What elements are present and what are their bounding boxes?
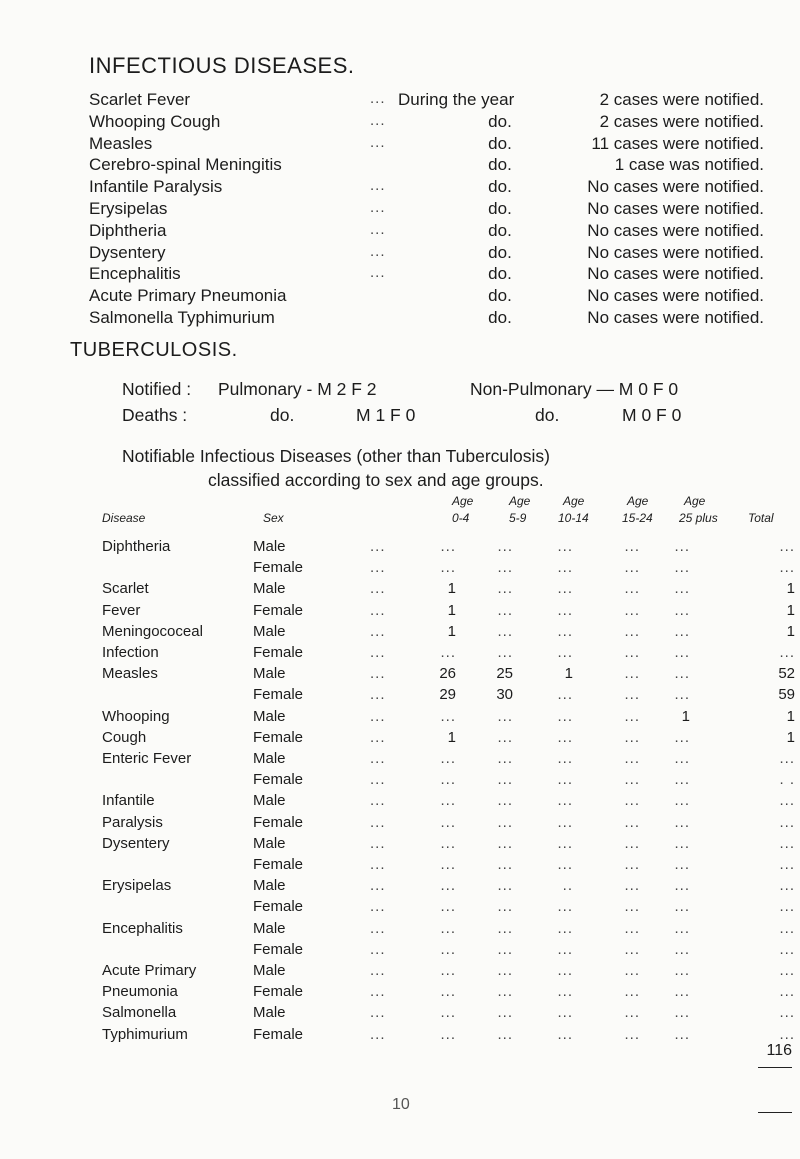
row-age-cell: ... bbox=[440, 856, 456, 873]
row-disease: Dysentery bbox=[102, 834, 170, 852]
row-age-cell: ... bbox=[674, 983, 690, 1001]
row-age-cell: ... bbox=[674, 898, 690, 916]
leader-dots: ... bbox=[370, 686, 386, 704]
row-sex: Female bbox=[253, 1025, 304, 1043]
row-sex: Female bbox=[253, 686, 304, 704]
row-age-cell: ... bbox=[557, 834, 573, 852]
row-age-cell: ... bbox=[557, 750, 573, 767]
row-age-cell: ... bbox=[497, 728, 513, 746]
row-total-cell: ... bbox=[779, 750, 795, 767]
row-age-cell: ... bbox=[497, 771, 513, 789]
row-disease: Infection bbox=[102, 644, 159, 661]
row-total-cell: 52 bbox=[778, 665, 795, 683]
row-age-cell: ... bbox=[557, 771, 573, 789]
row-age-cell: ... bbox=[674, 962, 690, 979]
notification-result: 2 cases were notified. bbox=[599, 90, 764, 109]
row-age-cell: ... bbox=[440, 750, 456, 767]
row-age-cell: ... bbox=[497, 983, 513, 1001]
row-age-cell: 25 bbox=[496, 665, 513, 683]
leader-dots: ... bbox=[370, 177, 386, 195]
notification-disease: Infantile Paralysis bbox=[89, 177, 223, 197]
row-age-cell: ... bbox=[497, 792, 513, 810]
row-age-cell: ... bbox=[557, 728, 573, 746]
row-disease: Typhimurium bbox=[102, 1025, 188, 1043]
leader-dots: ... bbox=[370, 199, 386, 216]
row-total-cell: ... bbox=[779, 877, 795, 895]
notification-result: 2 cases were notified. bbox=[599, 111, 764, 131]
row-disease: Scarlet bbox=[102, 580, 149, 598]
row-age-cell: ... bbox=[674, 601, 690, 619]
notification-result: No cases were notified. bbox=[587, 177, 764, 197]
row-sex: Female bbox=[253, 728, 304, 746]
row-age-cell: ... bbox=[497, 856, 513, 873]
row-age-cell: ... bbox=[497, 940, 513, 958]
leader-dots: ... bbox=[370, 90, 386, 107]
row-age-cell: ... bbox=[497, 1025, 513, 1043]
row-age-cell: ... bbox=[497, 962, 513, 979]
row-age-cell: ... bbox=[440, 538, 456, 555]
row-sex: Male bbox=[253, 1004, 286, 1022]
row-age-cell: ... bbox=[624, 898, 640, 916]
row-age-cell: ... bbox=[624, 1004, 640, 1022]
row-age-cell: ... bbox=[624, 665, 640, 683]
row-age-cell: ... bbox=[674, 1004, 690, 1022]
row-age-cell: ... bbox=[440, 1025, 456, 1043]
leader-dots: ... bbox=[370, 771, 386, 789]
row-age-cell: ... bbox=[497, 877, 513, 895]
row-age-cell: ... bbox=[624, 919, 640, 937]
row-disease: Paralysis bbox=[102, 813, 163, 831]
total-rule bbox=[758, 1067, 792, 1068]
row-age-cell: ... bbox=[557, 940, 573, 958]
row-sex: Male bbox=[253, 834, 286, 852]
tb-deaths-pulmonary: M 1 F 0 bbox=[356, 405, 416, 425]
row-age-cell: ... bbox=[674, 1025, 690, 1043]
notification-disease: Dysentery bbox=[89, 242, 166, 262]
row-age-cell: ... bbox=[624, 707, 640, 725]
row-total-cell: ... bbox=[779, 813, 795, 831]
leader-dots: ... bbox=[370, 242, 386, 260]
col-header-sex: Sex bbox=[263, 511, 284, 525]
row-age-cell: ... bbox=[674, 686, 690, 704]
row-age-cell: ... bbox=[624, 728, 640, 746]
row-age-cell: 26 bbox=[439, 665, 456, 683]
row-sex: Female bbox=[253, 813, 304, 831]
row-age-cell: ... bbox=[440, 1004, 456, 1022]
tb-deaths-do-2: do. bbox=[535, 405, 560, 425]
row-age-cell: 1 bbox=[564, 665, 573, 683]
row-age-cell: ... bbox=[674, 771, 690, 789]
row-total-cell: ... bbox=[779, 962, 795, 979]
col-header-age-label: Age bbox=[563, 494, 585, 508]
leader-dots: ... bbox=[370, 834, 386, 852]
row-age-cell: ... bbox=[624, 940, 640, 958]
tb-notified-label: Notified : bbox=[122, 379, 192, 399]
row-disease: Fever bbox=[102, 601, 141, 619]
row-total-cell: 1 bbox=[786, 601, 795, 619]
row-age-cell: ... bbox=[624, 644, 640, 661]
row-sex: Female bbox=[253, 644, 304, 661]
row-age-cell: ... bbox=[440, 919, 456, 937]
row-age-cell: ... bbox=[674, 538, 690, 555]
row-age-cell: ... bbox=[497, 898, 513, 916]
row-sex: Female bbox=[253, 856, 304, 873]
row-age-cell: ... bbox=[624, 771, 640, 789]
leader-dots: ... bbox=[370, 264, 386, 282]
row-age-cell: ... bbox=[557, 792, 573, 810]
notification-disease: Salmonella Typhimurium bbox=[89, 308, 275, 327]
row-disease: Cough bbox=[102, 728, 147, 746]
leader-dots: ... bbox=[370, 622, 386, 640]
row-age-cell: ... bbox=[440, 813, 456, 831]
row-sex: Male bbox=[253, 707, 286, 725]
row-sex: Male bbox=[253, 877, 286, 895]
row-total-cell: ... bbox=[779, 898, 795, 916]
row-age-cell: ... bbox=[557, 707, 573, 725]
leader-dots: ... bbox=[370, 559, 386, 577]
row-age-cell: ... bbox=[674, 580, 690, 598]
row-age-cell: ... bbox=[497, 1004, 513, 1022]
notification-disease: Diphtheria bbox=[89, 220, 167, 240]
row-disease: Acute Primary bbox=[102, 962, 197, 979]
leader-dots: ... bbox=[370, 792, 386, 810]
notification-disease: Measles bbox=[89, 133, 153, 153]
row-disease: Meningococeal bbox=[102, 622, 203, 640]
leader-dots: ... bbox=[370, 919, 386, 937]
notification-result: No cases were notified. bbox=[587, 199, 764, 218]
row-age-cell: ... bbox=[497, 601, 513, 619]
notification-period: do. bbox=[488, 199, 512, 218]
notification-period: During the year bbox=[398, 90, 515, 109]
leader-dots: ... bbox=[370, 644, 386, 661]
row-age-cell: ... bbox=[624, 792, 640, 810]
row-age-cell: ... bbox=[497, 707, 513, 725]
row-sex: Male bbox=[253, 538, 286, 555]
row-disease: Encephalitis bbox=[102, 919, 183, 937]
row-total-cell: 1 bbox=[786, 707, 795, 725]
row-sex: Female bbox=[253, 898, 304, 916]
leader-dots: ... bbox=[370, 220, 386, 238]
row-age-cell: ... bbox=[557, 813, 573, 831]
notification-result: No cases were notified. bbox=[587, 264, 764, 284]
leader-dots: ... bbox=[370, 580, 386, 598]
notification-period: do. bbox=[488, 111, 512, 131]
row-age-cell: 1 bbox=[447, 580, 456, 598]
row-age-cell: ... bbox=[674, 622, 690, 640]
row-age-cell: 1 bbox=[447, 622, 456, 640]
row-age-cell: ... bbox=[674, 559, 690, 577]
row-age-cell: ... bbox=[557, 919, 573, 937]
row-age-cell: ... bbox=[440, 983, 456, 1001]
leader-dots: ... bbox=[370, 111, 386, 129]
row-age-cell: ... bbox=[557, 898, 573, 916]
row-total-cell: ... bbox=[779, 792, 795, 810]
tb-notified-non-pulmonary: Non-Pulmonary — M 0 F 0 bbox=[470, 379, 679, 399]
leader-dots: ... bbox=[370, 940, 386, 958]
row-age-cell: ... bbox=[440, 792, 456, 810]
col-header-age-label: Age bbox=[509, 494, 531, 508]
notification-period: do. bbox=[488, 308, 512, 327]
row-total-cell: 1 bbox=[786, 622, 795, 640]
row-age-cell: ... bbox=[497, 622, 513, 640]
leader-dots: ... bbox=[370, 601, 386, 619]
row-age-cell: ... bbox=[440, 834, 456, 852]
leader-dots: ... bbox=[370, 728, 386, 746]
row-disease: Measles bbox=[102, 665, 158, 683]
row-age-cell: ... bbox=[624, 813, 640, 831]
row-age-cell: ... bbox=[624, 622, 640, 640]
row-age-cell: ... bbox=[497, 750, 513, 767]
row-age-cell: ... bbox=[557, 1025, 573, 1043]
row-age-cell: ... bbox=[440, 559, 456, 577]
row-total-cell: 1 bbox=[786, 580, 795, 598]
leader-dots: ... bbox=[370, 133, 386, 151]
row-age-cell: ... bbox=[624, 983, 640, 1001]
row-total-cell: ... bbox=[779, 538, 795, 555]
leader-dots: ... bbox=[370, 813, 386, 831]
row-age-cell: ... bbox=[557, 580, 573, 598]
row-age-cell: ... bbox=[557, 538, 573, 555]
row-age-cell: ... bbox=[557, 622, 573, 640]
col-header-age-range: 5-9 bbox=[509, 511, 527, 525]
notification-period: do. bbox=[488, 242, 512, 262]
notification-result: 1 case was notified. bbox=[614, 155, 764, 175]
notification-period: do. bbox=[488, 133, 512, 153]
row-age-cell: ... bbox=[440, 707, 456, 725]
row-sex: Male bbox=[253, 622, 286, 640]
row-total-cell: ... bbox=[779, 834, 795, 852]
row-total-cell: ... bbox=[779, 983, 795, 1001]
row-age-cell: ... bbox=[557, 962, 573, 979]
leader-dots: ... bbox=[370, 1025, 386, 1043]
row-age-cell: ... bbox=[557, 856, 573, 873]
row-sex: Male bbox=[253, 962, 286, 979]
notification-disease: Encephalitis bbox=[89, 264, 181, 284]
row-disease: Diphtheria bbox=[102, 538, 171, 555]
row-age-cell: ... bbox=[497, 580, 513, 598]
row-total-cell: ... bbox=[779, 644, 795, 661]
row-age-cell: ... bbox=[497, 538, 513, 555]
row-age-cell: ... bbox=[497, 644, 513, 661]
notification-period: do. bbox=[488, 264, 512, 284]
row-age-cell: ... bbox=[624, 601, 640, 619]
leader-dots: ... bbox=[370, 1004, 386, 1022]
tuberculosis-heading: TUBERCULOSIS. bbox=[70, 339, 238, 361]
notification-result: No cases were notified. bbox=[587, 220, 764, 240]
row-age-cell: ... bbox=[440, 940, 456, 958]
col-header-total: Total bbox=[748, 511, 774, 525]
col-header-age-range: 15-24 bbox=[622, 511, 653, 525]
notification-period: do. bbox=[488, 155, 512, 175]
row-age-cell: 1 bbox=[447, 601, 456, 619]
row-total-cell: ... bbox=[779, 559, 795, 577]
notification-disease: Erysipelas bbox=[89, 199, 168, 218]
total-rule-bottom bbox=[758, 1112, 792, 1113]
row-total-cell: 1 bbox=[786, 728, 795, 746]
notification-result: No cases were notified. bbox=[587, 286, 764, 306]
row-age-cell: ... bbox=[557, 644, 573, 661]
notification-disease: Whooping Cough bbox=[89, 111, 221, 131]
notification-result: No cases were notified. bbox=[587, 308, 764, 327]
row-age-cell: ... bbox=[674, 919, 690, 937]
leader-dots: ... bbox=[370, 983, 386, 1001]
row-age-cell: ... bbox=[674, 728, 690, 746]
page-number: 10 bbox=[392, 1096, 410, 1113]
tb-deaths-do: do. bbox=[270, 405, 295, 425]
row-age-cell: ... bbox=[674, 877, 690, 895]
row-sex: Male bbox=[253, 750, 286, 767]
row-sex: Male bbox=[253, 580, 286, 598]
col-header-age-label: Age bbox=[627, 494, 649, 508]
col-header-age-range: 25 plus bbox=[679, 511, 718, 525]
row-age-cell: ... bbox=[674, 813, 690, 831]
row-age-cell: ... bbox=[557, 559, 573, 577]
row-age-cell: .. bbox=[562, 877, 573, 895]
row-age-cell: ... bbox=[557, 601, 573, 619]
row-disease: Whooping bbox=[102, 707, 170, 725]
row-sex: Male bbox=[253, 665, 286, 683]
tb-deaths-label: Deaths : bbox=[122, 405, 188, 425]
row-age-cell: ... bbox=[440, 877, 456, 895]
leader-dots: ... bbox=[370, 898, 386, 916]
row-age-cell: ... bbox=[674, 644, 690, 661]
notification-result: No cases were notified. bbox=[587, 242, 764, 262]
row-age-cell: ... bbox=[557, 686, 573, 704]
col-header-age-range: 0-4 bbox=[452, 511, 470, 525]
row-age-cell: ... bbox=[674, 792, 690, 810]
row-disease: Erysipelas bbox=[102, 877, 172, 895]
row-disease: Salmonella bbox=[102, 1004, 177, 1022]
tb-deaths-non-pulmonary: M 0 F 0 bbox=[622, 405, 682, 425]
notification-result: 11 cases were notified. bbox=[591, 133, 764, 153]
row-age-cell: ... bbox=[440, 644, 456, 661]
row-age-cell: ... bbox=[624, 538, 640, 555]
row-total-cell: ... bbox=[779, 856, 795, 873]
col-header-age-range: 10-14 bbox=[558, 511, 589, 525]
row-age-cell: ... bbox=[624, 962, 640, 979]
notification-disease: Cerebro-spinal Meningitis bbox=[89, 155, 282, 175]
notification-period: do. bbox=[488, 177, 512, 197]
row-sex: Male bbox=[253, 792, 286, 810]
row-sex: Female bbox=[253, 771, 304, 789]
leader-dots: ... bbox=[370, 877, 386, 895]
row-total-cell: ... bbox=[779, 1025, 795, 1043]
row-age-cell: ... bbox=[624, 834, 640, 852]
row-total-cell: ... bbox=[779, 940, 795, 958]
row-age-cell: ... bbox=[440, 962, 456, 979]
leader-dots: ... bbox=[370, 962, 386, 979]
row-age-cell: ... bbox=[497, 559, 513, 577]
row-age-cell: ... bbox=[624, 580, 640, 598]
row-age-cell: ... bbox=[674, 750, 690, 767]
row-disease: Pneumonia bbox=[102, 983, 178, 1001]
row-sex: Female bbox=[253, 559, 304, 577]
leader-dots: ... bbox=[370, 856, 386, 873]
row-age-cell: 30 bbox=[496, 686, 513, 704]
row-sex: Female bbox=[253, 983, 304, 1001]
row-sex: Female bbox=[253, 940, 304, 958]
row-age-cell: ... bbox=[440, 898, 456, 916]
row-age-cell: ... bbox=[557, 983, 573, 1001]
row-age-cell: ... bbox=[624, 750, 640, 767]
row-age-cell: ... bbox=[497, 919, 513, 937]
row-age-cell: ... bbox=[674, 665, 690, 683]
row-total-cell: ... bbox=[779, 1004, 795, 1022]
col-header-disease: Disease bbox=[102, 511, 146, 525]
row-age-cell: ... bbox=[497, 813, 513, 831]
leader-dots: ... bbox=[370, 707, 386, 725]
row-total-cell: 59 bbox=[778, 686, 795, 704]
row-age-cell: 1 bbox=[447, 728, 456, 746]
notification-disease: Acute Primary Pneumonia bbox=[89, 286, 287, 306]
grand-total: 116 bbox=[766, 1042, 792, 1059]
leader-dots: ... bbox=[370, 750, 386, 767]
row-age-cell: ... bbox=[440, 771, 456, 789]
notification-period: do. bbox=[488, 220, 512, 240]
row-sex: Male bbox=[253, 919, 286, 937]
row-age-cell: ... bbox=[674, 856, 690, 873]
row-total-cell: ... bbox=[779, 919, 795, 937]
row-age-cell: ... bbox=[624, 877, 640, 895]
row-age-cell: ... bbox=[674, 940, 690, 958]
col-header-age-label: Age bbox=[452, 494, 474, 508]
leader-dots: ... bbox=[370, 538, 386, 555]
row-total-cell: . . bbox=[779, 771, 795, 789]
notification-period: do. bbox=[488, 286, 512, 306]
row-age-cell: 1 bbox=[681, 707, 690, 725]
tb-notified-pulmonary: Pulmonary - M 2 F 2 bbox=[218, 379, 377, 399]
row-age-cell: ... bbox=[674, 834, 690, 852]
row-age-cell: ... bbox=[557, 1004, 573, 1022]
row-age-cell: ... bbox=[624, 1025, 640, 1043]
col-header-age-label: Age bbox=[684, 494, 706, 508]
row-age-cell: ... bbox=[624, 559, 640, 577]
page-title: INFECTIOUS DISEASES. bbox=[89, 53, 355, 78]
row-disease: Infantile bbox=[102, 792, 155, 810]
notification-disease: Scarlet Fever bbox=[89, 90, 191, 109]
row-disease: Enteric Fever bbox=[102, 750, 192, 767]
row-age-cell: ... bbox=[624, 686, 640, 704]
row-sex: Female bbox=[253, 601, 304, 619]
row-age-cell: ... bbox=[624, 856, 640, 873]
row-age-cell: ... bbox=[497, 834, 513, 852]
row-age-cell: 29 bbox=[439, 686, 456, 704]
table-title-line1: Notifiable Infectious Diseases (other than Tuberculosis) bbox=[122, 446, 550, 466]
table-title-line2: classified according to sex and age groups. bbox=[208, 470, 544, 490]
leader-dots: ... bbox=[370, 665, 386, 683]
